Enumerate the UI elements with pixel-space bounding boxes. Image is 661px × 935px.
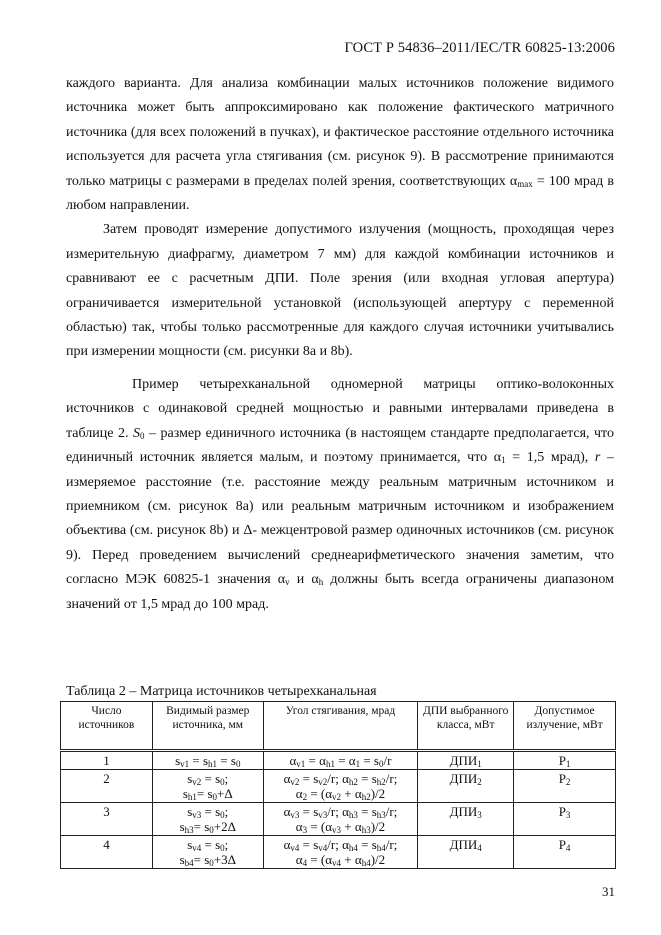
- header-ael-class: ДПИ выбранного класса, мВт: [418, 702, 514, 751]
- cell-power: $P_3$: [514, 803, 616, 836]
- cell-power: $P_2$: [514, 770, 616, 803]
- source-matrix-table: [60, 701, 616, 869]
- cell-ael: $ДПИ_3$: [418, 803, 514, 836]
- cell-count: 3: [61, 803, 153, 836]
- table-row: [61, 803, 616, 836]
- body-text: [66, 72, 614, 617]
- cell-count: 4: [61, 836, 153, 869]
- table-caption: Таблица 2 – Матрица источников четырехканальная: [66, 684, 377, 699]
- cell-ael: $ДПИ_2$: [418, 770, 514, 803]
- cell-size: $s_{v4} = s_0$; $s_{b4}= s_0+3\Delta$: [152, 836, 263, 869]
- cell-size: $s_{v3} = s_0$; $s_{h3}= s_0+2\Delta$: [152, 803, 263, 836]
- header-visible-size: Видимый размер источника, мм: [152, 702, 263, 751]
- cell-power: $P_1$: [514, 751, 616, 770]
- paragraph-1: каждого варианта. Для анализа комбинации малых источников положение видимого источника может быть аппроксимировано как положение фактического матричного источника (для всех положений в пучках), и фактическое расстояние отдельного источника используется для расчета угла стягивания (см. рисунок 9). В рассмотрение принимаются только матрицы с размерами в пределах полей зрения, соответствующих $\alpha_{max} = 100$ мрад в любом направлении.: [66, 76, 615, 214]
- header-accessible-emission: Допустимое излучение, мВт: [514, 702, 616, 751]
- header-subtense-angle: Угол стягивания, мрад: [263, 702, 418, 751]
- cell-size: $s_{v2} = s_0$; $s_{h1}= s_0+\Delta$: [152, 770, 263, 803]
- header-source-count: Число источников: [61, 702, 153, 751]
- table-row: [61, 836, 616, 869]
- cell-count: 2: [61, 770, 153, 803]
- paragraph-2: Затем проводят измерение допустимого излучения (мощность, проходящая через измерительную диафрагму, диаметром 7 мм) для каждой комбинации источников и сравнивают ее с расчетным ДПИ. Поле зрения (или входная угловая апертура) ограничивается измерительной установкой (использующей апертуру с переменной областью) так, чтобы только рассмотренные для каждого случая источники учитывались при измерении мощности (см. рисунки 8а и 8b).: [66, 222, 614, 360]
- cell-count: 1: [61, 751, 153, 770]
- cell-power: $P_4$: [514, 836, 616, 869]
- cell-angle: $\alpha_{v4} = s_{v4}/r$; $\alpha_{h4} = s_{h4}/r$; $\alpha_4 = (\alpha_{v4} + \alpha_{h4})/2$: [263, 836, 418, 869]
- page-number: 31: [602, 884, 615, 899]
- cell-ael: $ДПИ_1$: [418, 751, 514, 770]
- table-header-row: [61, 702, 616, 751]
- paragraph-3: Пример четырехканальной одномерной матрицы оптико-волоконных источников с одинаковой средней мощностью и равными интервалами приведена в таблице 2. $S_0$ – размер единичного источника (в настоящем стандарте предполагается, что единичный источник является малым, и поэтому принимается, что $\alpha_1 = 1,5$ мрад), r – измеряемое расстояние (т.е. расстояние между реальным матричным источником и приемником (см. рисунок 8а) или реальным матричным источником и изображением объектива (см. рисунок 8b) и Δ- межцентровой размер одиночных источников (см. рисунок 9). Перед проведением вычислений среднеарифметического значения заметим, что согласно МЭК 60825-1 значения $\alpha_v$ и $\alpha_h$ должны быть всегда ограничены диапазоном значений от 1,5 мрад до 100 мрад.: [66, 376, 615, 612]
- document-header: ГОСТ Р 54836–2011/IEC/TR 60825-13:2006: [344, 40, 615, 56]
- cell-angle: $\alpha_{v3} = s_{v3}/r$; $\alpha_{h3} = s_{h3}/r$; $\alpha_3 = (\alpha_{v3} + \alpha_{h3})/2$: [263, 803, 418, 836]
- cell-size: $s_{v1} = s_{h1} = s_0$: [152, 751, 263, 770]
- cell-angle: $\alpha_{v2} = s_{v2}/r$; $\alpha_{h2} = s_{h2}/r$; $\alpha_2 = (\alpha_{v2} + \alpha_{h2})/2$: [263, 770, 418, 803]
- cell-angle: $\alpha_{v1} = \alpha_{h1} = \alpha_1 = s_0/r$: [263, 751, 418, 770]
- table-row: [61, 751, 616, 770]
- table-row: [61, 770, 616, 803]
- cell-ael: $ДПИ_4$: [418, 836, 514, 869]
